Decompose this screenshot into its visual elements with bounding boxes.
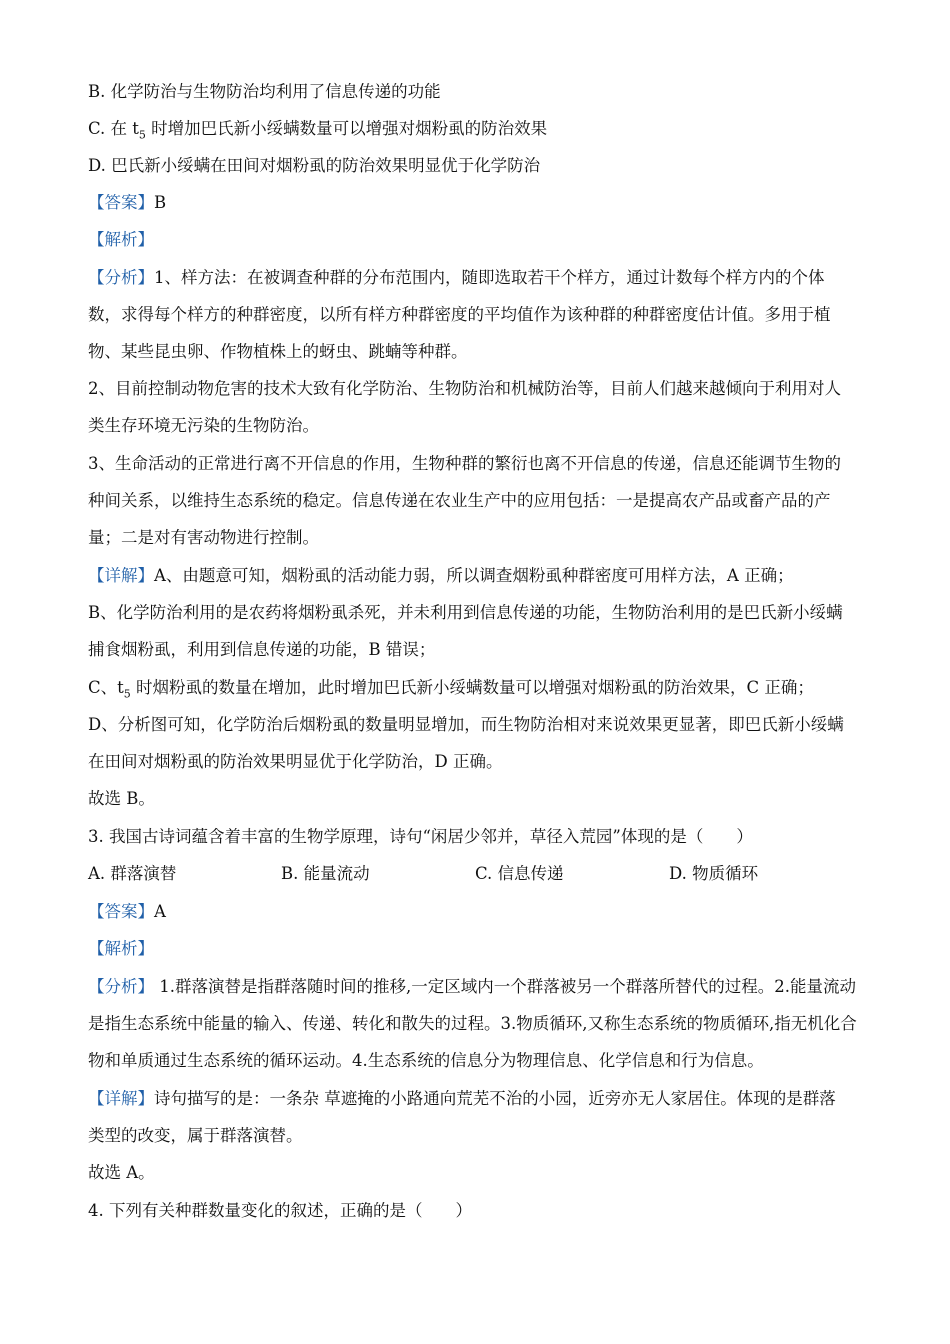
detail-line: 类型的改变，属于群落演替。 [88,1126,303,1145]
analysis-paragraph: 【分析】1、样方法：在被调查种群的分布范围内，随即选取若干个样方，通过计数每个样方内的个体 [88,268,825,287]
analysis-paragraph: 【分析】 1.群落演替是指群落随时间的推移,一定区域内一个群落被另一个群落所替代的过程。2.能量流动 [88,977,856,996]
answer-line: 【答案】A [88,902,166,921]
explanation-heading: 【解析】 [88,230,154,249]
analysis-line: 类生存环境无污染的生物防治。 [88,416,319,435]
analysis-line: 物、某些昆虫卵、作物植株上的蚜虫、跳蝻等种群。 [88,342,468,361]
choice-b: B. 能量流动 [281,864,370,883]
detail-paragraph: 【详解】A、由题意可知，烟粉虱的活动能力弱，所以调查烟粉虱种群密度可用样方法，A 正确； [88,566,794,585]
option-b-text: B. 化学防治与生物防治均利用了信息传递的功能 [88,82,441,101]
answer-tag: 【答案】 [88,193,154,212]
choice-c: C. 信息传递 [475,864,564,883]
analysis-line: 3、生命活动的正常进行离不开信息的作用，生物种群的繁衍也离不开信息的传递，信息还能调节生物的 [88,454,841,473]
analysis-line: 种间关系，以维持生态系统的稳定。信息传递在农业生产中的应用包括：一是提高农产品或畜产品的产 [88,491,831,510]
detail-line: 在田间对烟粉虱的防治效果明显优于化学防治，D 正确。 [88,752,503,771]
answer-tag: 【答案】 [88,902,154,921]
conclusion-line: 故选 A。 [88,1163,155,1182]
detail-line: C、$t_5$ 时烟粉虱的数量在增加，此时增加巴氏新小绥螨数量可以增强对烟粉虱的防治效果，C 正确； [88,678,814,701]
explanation-heading: 【解析】 [88,939,154,958]
answer-line: 【答案】B [88,193,167,212]
analysis-line: 物和单质通过生态系统的循环运动。4.生态系统的信息分为物理信息、化学信息和行为信息。 [88,1051,764,1070]
choice-d: D. 物质循环 [669,864,759,883]
question-4: 4. 下列有关种群数量变化的叙述，正确的是（ ） [88,1201,472,1220]
detail-line: D、分析图可知，化学防治后烟粉虱的数量明显增加，而生物防治相对来说效果更显著，即巴氏新小绥螨 [88,715,844,734]
detail-paragraph: 【详解】诗句描写的是：一条杂 草遮掩的小路通向荒芜不治的小园，近旁亦无人家居住。体现的是群落 [88,1089,836,1108]
analysis-line: 是指生态系统中能量的输入、传递、转化和散失的过程。3.物质循环,又称生态系统的物质循环,指无机化合 [88,1014,857,1033]
choice-a: A. 群落演替 [88,864,177,883]
detail-line: 捕食烟粉虱，利用到信息传递的功能，B 错误； [88,640,436,659]
option-d-text: D. 巴氏新小绥螨在田间对烟粉虱的防治效果明显优于化学防治 [88,156,541,175]
analysis-line: 2、目前控制动物危害的技术大致有化学防治、生物防治和机械防治等，目前人们越来越倾向于利用对人 [88,379,841,398]
conclusion-line: 故选 B。 [88,789,155,808]
option-c-text: C. 在 $t_5$ 时增加巴氏新小绥螨数量可以增强对烟粉虱的防治效果 [88,119,548,142]
detail-line: B、化学防治利用的是农药将烟粉虱杀死，并未利用到信息传递的功能，生物防治利用的是巴氏新小绥螨 [88,603,843,622]
analysis-line: 数，求得每个样方的种群密度，以所有样方种群密度的平均值作为该种群的种群密度估计值。多用于植 [88,305,831,324]
question-3: 3. 我国古诗词蕴含着丰富的生物学原理，诗句“闲居少邻并，草径入荒园”体现的是（ ） [88,827,753,846]
analysis-line: 量；二是对有害动物进行控制。 [88,528,319,547]
